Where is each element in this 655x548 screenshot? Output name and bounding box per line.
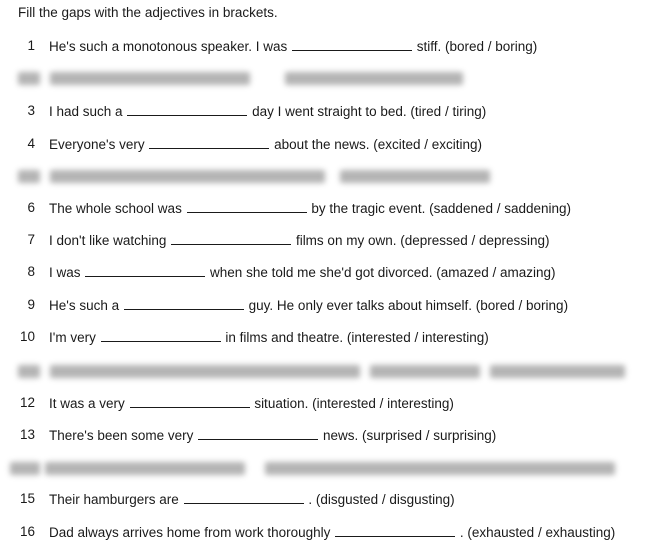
sentence-start: He's such a monotonous speaker. I was: [49, 39, 288, 54]
item-sentence: [49, 297, 568, 313]
item-number: 6: [27, 200, 35, 215]
item-sentence: [49, 329, 489, 345]
exercise-item: [0, 38, 655, 58]
exercise-item: [0, 200, 655, 220]
answer-blank[interactable]: [171, 232, 291, 245]
answer-blank[interactable]: [198, 427, 318, 440]
answer-blank[interactable]: [124, 297, 244, 310]
item-sentence: [49, 232, 550, 248]
sentence-start: It was a very: [49, 396, 125, 411]
sentence-end: guy. He only ever talks about himself. (bored / boring): [248, 298, 569, 313]
blurred-text: [18, 170, 40, 183]
sentence-start: Their hamburgers are: [49, 492, 179, 507]
item-number: 7: [27, 232, 35, 247]
item-number: 3: [27, 103, 35, 118]
item-sentence: [49, 136, 482, 152]
exercise-item: [0, 491, 655, 511]
exercise-item: [0, 329, 655, 349]
item-sentence: [49, 427, 496, 443]
item-number: 15: [19, 491, 35, 506]
sentence-start: He's such a: [49, 298, 120, 313]
instruction-text: Fill the gaps with the adjectives in brackets.: [18, 5, 278, 20]
blurred-text: [50, 170, 325, 183]
blurred-text: [10, 462, 40, 475]
item-number: 4: [27, 136, 35, 151]
blurred-text: [50, 72, 250, 85]
item-number: 1: [27, 38, 35, 53]
blurred-text: [18, 72, 40, 85]
sentence-end: . (exhausted / exhausting): [459, 525, 616, 540]
sentence-start: I'm very: [49, 330, 96, 345]
exercise-item: [0, 427, 655, 447]
sentence-end: about the news. (excited / exciting): [274, 137, 483, 152]
answer-blank[interactable]: [130, 395, 250, 408]
item-sentence: [49, 395, 454, 411]
sentence-start: I don't like watching: [49, 233, 167, 248]
item-number: 9: [27, 297, 35, 312]
sentence-start: The whole school was: [49, 201, 182, 216]
item-number: 16: [19, 524, 35, 539]
blurred-item: [0, 459, 655, 479]
sentence-start: I was: [49, 265, 81, 280]
sentence-start: Everyone's very: [49, 137, 145, 152]
sentence-end: in films and theatre. (interested / interesting): [225, 330, 489, 345]
blurred-text: [285, 72, 463, 85]
blurred-item: [0, 69, 655, 89]
sentence-end: by the tragic event. (saddened / saddening): [311, 201, 572, 216]
sentence-end: films on my own. (depressed / depressing): [295, 233, 550, 248]
sentence-end: situation. (interested / interesting): [254, 396, 454, 411]
answer-blank[interactable]: [85, 264, 205, 277]
exercise-item: [0, 103, 655, 123]
item-number: 13: [19, 427, 35, 442]
answer-blank[interactable]: [187, 200, 307, 213]
item-sentence: [49, 264, 556, 280]
exercise-item: [0, 524, 655, 544]
item-number: 10: [19, 329, 35, 344]
blurred-text: [265, 462, 615, 475]
answer-blank[interactable]: [335, 524, 455, 537]
sentence-end: when she told me she'd got divorced. (amazed / amazing): [210, 265, 556, 280]
exercise-item: [0, 264, 655, 284]
sentence-end: stiff. (bored / boring): [416, 39, 538, 54]
answer-blank[interactable]: [101, 329, 221, 342]
blurred-text: [490, 365, 625, 378]
sentence-start: I had such a: [49, 104, 123, 119]
item-sentence: [49, 491, 455, 507]
blurred-text: [50, 365, 360, 378]
item-sentence: [49, 200, 571, 216]
exercise-item: [0, 232, 655, 252]
sentence-start: Dad always arrives home from work thoroughly: [49, 525, 331, 540]
exercise-item: [0, 395, 655, 415]
item-sentence: [49, 524, 615, 540]
sentence-end: day I went straight to bed. (tired / tiring): [252, 104, 487, 119]
sentence-end: news. (surprised / surprising): [322, 428, 497, 443]
answer-blank[interactable]: [127, 103, 247, 116]
item-number: 12: [19, 395, 35, 410]
blurred-text: [18, 365, 40, 378]
item-sentence: [49, 103, 486, 119]
blurred-text: [45, 462, 245, 475]
blurred-text: [370, 365, 480, 378]
blurred-text: [340, 170, 490, 183]
sentence-end: . (disgusted / disgusting): [308, 492, 455, 507]
answer-blank[interactable]: [149, 136, 269, 149]
sentence-start: There's been some very: [49, 428, 194, 443]
item-number: 8: [27, 264, 35, 279]
answer-blank[interactable]: [292, 38, 412, 51]
blurred-item: [0, 362, 655, 382]
blurred-item: [0, 167, 655, 187]
exercise-item: [0, 297, 655, 317]
answer-blank[interactable]: [184, 491, 304, 504]
item-sentence: [49, 38, 537, 54]
exercise-item: [0, 136, 655, 156]
